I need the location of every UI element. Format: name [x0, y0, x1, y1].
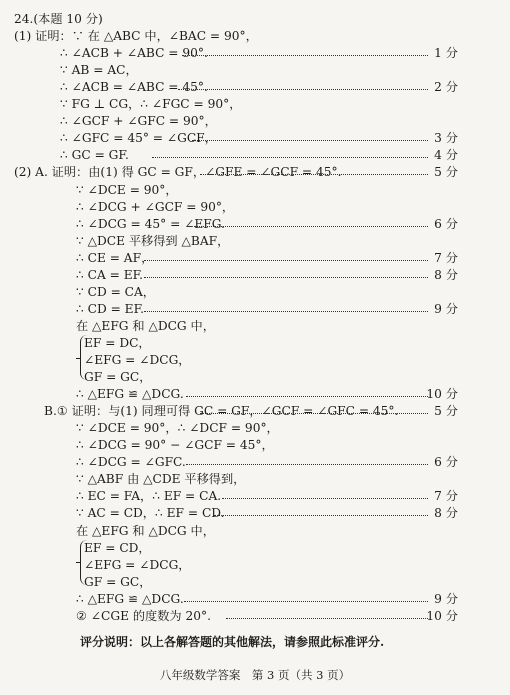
score-mark: 7 分: [434, 250, 458, 265]
solution-line-text: ∵ FG ⊥ CG，∴ ∠FGC = 90°，: [60, 97, 242, 112]
leader-dots: [184, 601, 428, 602]
solution-line-text: 在 △EFG 和 △DCG 中，: [76, 523, 215, 538]
solution-line-text: ∵ ∠DCE = 90°，: [76, 182, 178, 197]
leader-dots: [200, 174, 428, 175]
score-mark: 4 分: [434, 148, 458, 163]
solution-line-text: ∴ GC = GF.: [60, 148, 129, 163]
score-mark: 9 分: [434, 301, 458, 316]
score-mark: 5 分: [434, 165, 458, 180]
leader-dots: [214, 515, 428, 516]
solution-line-text: ∴ EC = FA，∴ EF = CA.: [76, 489, 222, 504]
solution-line-text: ∴ △EFG ≌ △DCG.: [76, 591, 184, 606]
equation-brace: [80, 335, 88, 380]
solution-line-text: ∴ ∠DCG = ∠GFC.: [76, 455, 186, 470]
score-mark: 8 分: [434, 267, 458, 282]
leader-dots: [200, 413, 428, 414]
solution-line-text: ∴ △EFG ≌ △DCG.: [76, 387, 184, 402]
leader-dots: [226, 618, 428, 619]
score-mark: 6 分: [434, 455, 458, 470]
solution-line-text: ∴ ∠ACB + ∠ABC = 90°.: [60, 46, 208, 61]
solution-line-text: ∴ CD = EF.: [76, 301, 145, 316]
score-mark: 10 分: [426, 387, 458, 402]
solution-line-text: ∴ ∠DCG = 90° − ∠GCF = 45°，: [76, 438, 274, 453]
solution-line-text: GF = GC，: [84, 370, 152, 385]
score-mark: 9 分: [434, 591, 458, 606]
page-footer: 八年级数学答案 第 3 页（共 3 页）: [159, 668, 351, 682]
solution-line-text: ∵ AB = AC，: [60, 63, 138, 78]
leader-dots: [192, 140, 428, 141]
leader-dots: [144, 277, 428, 278]
score-mark: 2 分: [434, 80, 458, 95]
solution-line-text: ∵ CD = CA，: [76, 284, 155, 299]
grading-note: 评分说明：以上各解答题的其他解法，请参照此标准评分.: [80, 635, 385, 649]
solution-line-text: 在 △EFG 和 △DCG 中，: [76, 318, 215, 333]
solution-line-text: B.① 证明：与(1) 同理可得 GC = GF，∠GCF = ∠GFC = 45°.: [44, 404, 399, 419]
solution-line-text: ∴ CE = AF，: [76, 250, 154, 265]
leader-dots: [178, 89, 428, 90]
equation-brace: [80, 540, 88, 585]
leader-dots: [186, 464, 428, 465]
solution-line-text: ∵ ∠DCE = 90°，∴ ∠DCF = 90°，: [76, 421, 279, 436]
leader-dots: [194, 226, 428, 227]
solution-line-text: ∴ ∠ACB = ∠ABC = 45°.: [60, 80, 208, 95]
solution-line-text: ∴ CA = EF.: [76, 267, 144, 282]
solution-line-text: ② ∠CGE 的度数为 20°.: [76, 608, 211, 623]
solution-line-text: ∵ AC = CD，∴ EF = CD.: [76, 506, 225, 521]
solution-line-text: ∴ ∠DCG = 45° = ∠EFG.: [76, 216, 225, 231]
solution-line-text: ∴ ∠DCG + ∠GCF = 90°，: [76, 199, 235, 214]
leader-dots: [152, 157, 428, 158]
score-mark: 5 分: [434, 404, 458, 419]
solution-line-text: ∠EFG = ∠DCG，: [84, 353, 191, 367]
score-mark: 10 分: [426, 608, 458, 623]
solution-line-text: ∵ △DCE 平移得到 △BAF，: [76, 233, 230, 248]
leader-dots: [186, 396, 428, 397]
score-mark: 6 分: [434, 216, 458, 231]
solution-line-text: (1) 证明：∵ 在 △ABC 中，∠BAC = 90°，: [14, 29, 258, 44]
solution-line-text: EF = DC，: [84, 335, 151, 350]
solution-line-text: (2) A. 证明：由(1) 得 GC = GF，∠GFE = ∠GCF = 45°.: [14, 165, 342, 180]
leader-dots: [144, 311, 428, 312]
leader-dots: [182, 55, 428, 56]
solution-line-text: EF = CD，: [84, 540, 151, 555]
solution-line-text: ∵ △ABF 由 △CDE 平移得到，: [76, 472, 246, 487]
solution-line-text: GF = GC，: [84, 574, 152, 589]
leader-dots: [144, 260, 428, 261]
solution-line: [0, 605, 510, 627]
solution-line-text: ∠EFG = ∠DCG，: [84, 557, 191, 572]
score-mark: 3 分: [434, 131, 458, 146]
leader-dots: [222, 498, 428, 499]
score-mark: 1 分: [434, 46, 458, 61]
solution-line-text: 24.(本题 10 分): [14, 12, 103, 26]
score-mark: 7 分: [434, 489, 458, 504]
solution-line-text: ∴ ∠GFC = 45° = ∠GCF，: [60, 131, 217, 146]
solution-line-text: ∴ ∠GCF + ∠GFC = 90°，: [60, 114, 217, 129]
score-mark: 8 分: [434, 506, 458, 521]
